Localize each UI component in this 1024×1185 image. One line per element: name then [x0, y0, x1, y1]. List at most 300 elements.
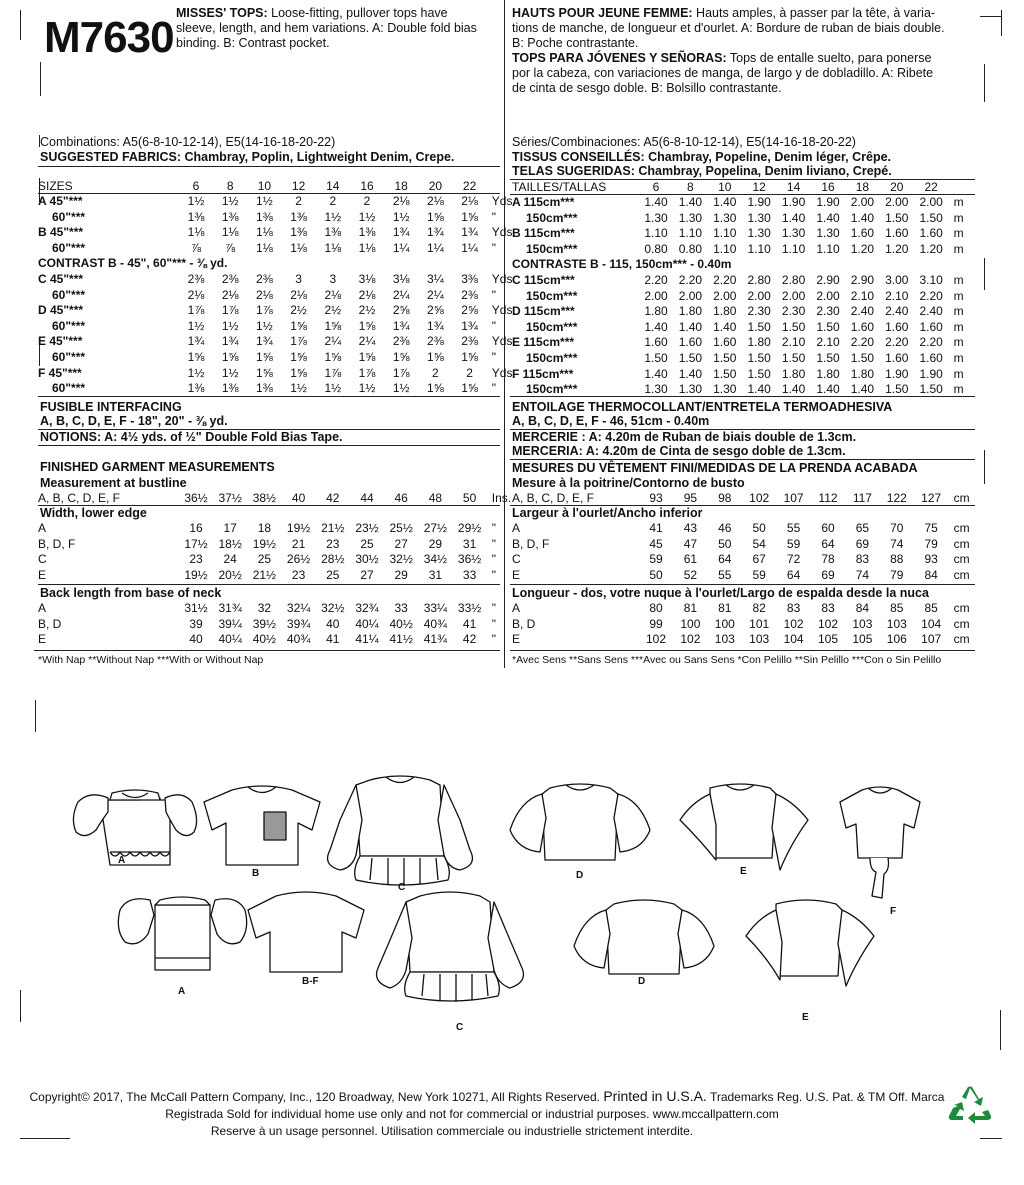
- table-cell: 27: [360, 567, 374, 582]
- copyright-text: Copyright© 2017, The McCall Pattern Company, Inc., 120 Broadway, New York 10271, All Rights Reserved.: [29, 1090, 604, 1104]
- table-cell: 75: [924, 521, 938, 535]
- unit-label: ": [491, 521, 497, 535]
- view-e-back-illustration: [746, 900, 874, 986]
- en-description: [176, 6, 496, 51]
- table-cell: 37½: [218, 491, 242, 505]
- table-cell: 2.80: [747, 273, 771, 287]
- table-cell: 2.00: [713, 288, 737, 303]
- row-label: A: [512, 601, 521, 615]
- table-cell: 1.60: [644, 335, 668, 350]
- unit-label: m: [953, 241, 964, 256]
- table-cell: 1.30: [713, 210, 737, 225]
- table-cell: 103: [714, 632, 735, 647]
- row-label: 150cm***: [526, 210, 578, 225]
- divider: [510, 459, 975, 460]
- en-desc-line: binding. B: Contrast pocket.: [176, 36, 330, 50]
- table-cell: 1.50: [747, 351, 771, 365]
- table-cell: 41¼: [355, 632, 379, 647]
- table-cell: 2¼: [392, 287, 410, 302]
- table-cell: 3⅛: [358, 272, 376, 286]
- unit-label: Yds.: [491, 365, 516, 380]
- table-cell: 34½: [423, 552, 448, 567]
- fr-width-row: [512, 521, 977, 535]
- table-cell: 2⅛: [256, 287, 273, 302]
- table-cell: 33: [394, 601, 408, 615]
- table-cell: 1¼: [392, 240, 410, 255]
- table-cell: 1½: [187, 194, 205, 208]
- fr-interfacing: A, B, C, D, E, F - 46, 51cm - 0.40m: [512, 414, 710, 428]
- es-fabrics: TELAS SUGERIDAS: Chambray, Popelina, Denim liviano, Crepé.: [512, 164, 892, 178]
- table-cell: 2.20: [850, 335, 875, 350]
- divider: [510, 584, 975, 585]
- table-cell: 45: [649, 536, 663, 551]
- en-bustline-title: Measurement at bustline: [40, 476, 187, 490]
- view-c-top-illustration: [328, 776, 473, 886]
- table-cell: 100: [680, 616, 701, 631]
- unit-label: Ins.: [491, 491, 512, 505]
- view-f-top-illustration: [840, 787, 920, 898]
- en-bustline-values: [38, 491, 512, 505]
- unit-label: ": [491, 381, 497, 396]
- table-cell: 19½: [286, 521, 311, 535]
- en-yardage-row: [38, 334, 516, 349]
- en-yardage-row: [38, 241, 500, 255]
- table-cell: 1⅜: [290, 209, 307, 224]
- table-cell: 1⅞: [221, 303, 239, 318]
- es-desc-line: Tops de entalle suelto, para ponerse: [726, 51, 932, 65]
- table-cell: 2.30: [747, 304, 771, 319]
- fr-yardage-row: [512, 242, 977, 256]
- table-cell: 99: [649, 616, 663, 631]
- table-cell: 14: [326, 179, 340, 193]
- table-cell: 112: [818, 491, 838, 505]
- table-cell: 43: [683, 521, 698, 535]
- unit-label: cm: [953, 491, 970, 505]
- table-cell: 2: [295, 194, 302, 208]
- unit-label: m: [953, 273, 964, 287]
- table-cell: 2.00: [678, 288, 703, 303]
- en-back-row: [38, 632, 500, 646]
- table-cell: 95: [683, 491, 698, 505]
- unit-label: m: [953, 382, 964, 397]
- table-cell: 80: [649, 601, 663, 615]
- unit-label: cm: [953, 536, 970, 551]
- usage-text-fr: Reserve à un usage personnel. Utilisation commerciale ou industrielle strictement interdite.: [210, 1124, 694, 1138]
- en-yardage-row: [38, 381, 500, 395]
- table-cell: 1.50: [644, 351, 668, 365]
- table-cell: 41: [326, 632, 340, 647]
- fr-bustline-values: [512, 491, 977, 505]
- table-cell: 2.20: [919, 335, 943, 350]
- fr-yardage-row: [512, 273, 977, 287]
- view-label-d: D: [576, 870, 584, 881]
- en-measurements-title: FINISHED GARMENT MEASUREMENTS: [40, 460, 275, 474]
- row-label: A, B, C, D, E, F: [38, 491, 121, 505]
- table-cell: 1.50: [713, 366, 737, 381]
- table-cell: 1⅞: [358, 365, 376, 380]
- table-cell: 1.60: [850, 226, 875, 241]
- table-cell: 40¼: [218, 632, 242, 647]
- view-label-d-back: D: [638, 976, 646, 987]
- divider: [38, 396, 500, 397]
- table-cell: 1⅝: [221, 350, 239, 364]
- row-label: A: [38, 521, 47, 535]
- table-cell: 1.60: [919, 351, 943, 365]
- unit-label: ": [491, 318, 497, 333]
- table-cell: 1⅝: [461, 381, 478, 396]
- unit-label: m: [953, 366, 964, 381]
- table-cell: 3: [295, 272, 302, 286]
- table-cell: 2.90: [850, 273, 875, 287]
- row-label: F 115cm***: [512, 366, 574, 381]
- en-sizes-row: [38, 179, 500, 193]
- table-cell: 1.80: [644, 304, 668, 319]
- table-cell: 2⅛: [392, 194, 410, 208]
- en-yardage-row: [38, 288, 500, 302]
- table-cell: 1⅛: [187, 225, 205, 240]
- row-label: 150cm***: [526, 288, 578, 303]
- table-cell: 1.30: [644, 382, 668, 397]
- table-cell: 60: [821, 521, 835, 535]
- table-cell: 1.80: [781, 366, 806, 381]
- table-cell: 1½: [221, 194, 239, 208]
- en-yardage-row: [38, 210, 500, 224]
- table-cell: 1.60: [678, 335, 703, 350]
- table-cell: 1.40: [781, 382, 806, 397]
- row-label: B, D, F: [512, 536, 550, 551]
- view-bf-back-illustration: [248, 892, 364, 972]
- fr-back-row: [512, 601, 977, 615]
- table-cell: 20: [428, 179, 443, 193]
- table-cell: 59: [752, 567, 766, 582]
- unit-label: Yds.: [491, 303, 516, 318]
- table-cell: 10: [718, 180, 732, 194]
- divider: [38, 166, 500, 167]
- table-cell: 55: [786, 521, 801, 535]
- en-width-row: [38, 568, 500, 582]
- fr-yardage-row: [512, 195, 977, 209]
- table-cell: 103: [749, 632, 770, 647]
- table-cell: 102: [817, 616, 839, 631]
- table-cell: 29: [394, 567, 408, 582]
- table-cell: 1½: [324, 209, 342, 224]
- table-cell: 67: [752, 552, 766, 567]
- table-cell: 81: [718, 601, 732, 615]
- table-cell: 1.50: [781, 319, 806, 334]
- divider: [38, 584, 500, 585]
- unit-label: ": [491, 616, 497, 631]
- en-notions: NOTIONS: A: 4½ yds. of ½" Double Fold Bias Tape.: [40, 430, 343, 444]
- table-cell: 1.90: [919, 366, 943, 381]
- table-cell: 2⅝: [461, 303, 478, 318]
- row-label: 60"***: [52, 209, 86, 224]
- fr-back-title: Longueur - dos, votre nuque à l'ourlet/Largo de espalda desde la nuca: [512, 586, 929, 600]
- table-cell: 1.40: [713, 195, 737, 209]
- table-cell: 61: [683, 552, 698, 567]
- table-cell: 2⅝: [392, 303, 410, 318]
- table-cell: 1⅝: [290, 365, 307, 380]
- unit-label: ": [491, 601, 497, 615]
- fr-notions: MERCERIE : A: 4.20m de Ruban de biais double de 1.3cm.: [512, 430, 857, 444]
- table-cell: 1.50: [885, 382, 909, 397]
- row-label: 60"***: [52, 240, 86, 255]
- en-desc-line: Loose-fitting, pullover tops have: [267, 6, 448, 20]
- fr-interfacing-title: ENTOILAGE THERMOCOLLANT/ENTRETELA TERMOADHESIVA: [512, 400, 893, 414]
- table-cell: 40½: [252, 632, 277, 647]
- table-cell: 85: [890, 601, 904, 615]
- table-cell: 14: [786, 180, 801, 194]
- en-footnote: *With Nap **Without Nap ***With or Without Nap: [38, 654, 264, 666]
- fr-yardage-row: [512, 289, 977, 303]
- table-cell: 36½: [457, 552, 482, 567]
- table-cell: 1½: [392, 381, 410, 396]
- table-cell: 1⅝: [461, 350, 478, 364]
- table-cell: 122: [886, 491, 907, 505]
- view-a-top-illustration: [73, 790, 196, 865]
- table-cell: 93: [924, 552, 938, 567]
- table-cell: 1.50: [678, 351, 703, 365]
- trademark-text: Trademarks Reg. U.S. Pat. & TM Off. Marca: [706, 1090, 945, 1104]
- table-cell: 1¾: [392, 225, 410, 240]
- table-cell: 1.50: [885, 210, 909, 225]
- table-cell: 1⅜: [187, 381, 205, 396]
- unit-label: cm: [953, 616, 970, 631]
- table-cell: 31: [428, 567, 443, 582]
- table-cell: 1⅝: [290, 318, 307, 333]
- view-label-e-back: E: [802, 1012, 809, 1023]
- table-cell: 2.20: [644, 273, 668, 287]
- table-cell: 1½: [187, 365, 205, 380]
- table-cell: 2⅛: [221, 287, 239, 302]
- table-cell: 1½: [221, 365, 239, 380]
- table-cell: 52: [683, 567, 698, 582]
- table-cell: 72: [786, 552, 801, 567]
- row-label: 60"***: [52, 350, 86, 364]
- row-label: CONTRAST B - 45", 60"*** - ⅜ yd.: [38, 256, 228, 271]
- es-notions: MERCERIA: A: 4.20m de Cinta de sesgo doble de 1.3cm.: [512, 444, 846, 458]
- table-cell: 23½: [355, 521, 379, 535]
- table-cell: 102: [749, 491, 770, 505]
- table-cell: 2⅛: [461, 194, 478, 208]
- table-cell: 2⅛: [290, 287, 307, 302]
- table-cell: 1⅝: [427, 381, 444, 396]
- table-cell: 1¾: [221, 334, 239, 349]
- table-cell: 2⅜: [187, 272, 205, 286]
- row-label: A, B, C, D, E, F: [512, 491, 595, 505]
- row-label: E: [512, 567, 521, 582]
- es-desc-line: de cinta de sesgo doble. B: Bolsillo contrastante.: [512, 81, 782, 95]
- table-cell: 2: [329, 194, 337, 208]
- table-cell: 2: [466, 365, 473, 380]
- table-cell: 1.40: [644, 366, 668, 381]
- table-cell: 42: [326, 491, 340, 505]
- table-cell: 2⅜: [461, 287, 478, 302]
- table-cell: 1⅛: [256, 240, 273, 255]
- table-cell: 2: [432, 365, 439, 380]
- table-cell: 69: [855, 536, 870, 551]
- fr-desc-line: B: Poche contrastante.: [512, 36, 639, 50]
- table-cell: 2¼: [358, 334, 376, 349]
- table-cell: 1⅜: [256, 381, 273, 396]
- table-cell: 107: [921, 632, 942, 647]
- row-label: C 115cm***: [512, 273, 575, 287]
- table-cell: 1⅝: [256, 365, 273, 380]
- view-e-top-illustration: [680, 784, 808, 870]
- table-cell: 6: [192, 179, 200, 193]
- en-title: MISSES' TOPS:: [176, 6, 268, 20]
- table-cell: 1⅝: [461, 209, 478, 224]
- en-width-row: [38, 537, 500, 551]
- row-label: A 45"***: [38, 194, 83, 208]
- fr-back-row: [512, 632, 977, 646]
- unit-label: m: [953, 319, 964, 334]
- en-yardage-row: [38, 194, 516, 208]
- table-cell: 1½: [392, 209, 410, 224]
- table-cell: 22: [462, 179, 477, 193]
- table-cell: 64: [821, 536, 835, 551]
- table-cell: 25: [326, 567, 340, 582]
- row-label: 150cm***: [526, 241, 578, 256]
- table-cell: 25: [360, 536, 374, 551]
- table-cell: 1½: [256, 194, 273, 208]
- table-cell: 1.90: [885, 366, 909, 381]
- table-cell: 1.10: [678, 226, 703, 241]
- table-cell: 1.30: [816, 226, 840, 241]
- table-cell: 16: [821, 180, 835, 194]
- en-yardage-row: [38, 365, 516, 380]
- table-cell: 1⅝: [324, 318, 342, 333]
- table-cell: 2¼: [324, 334, 342, 349]
- table-cell: 41¾: [423, 632, 448, 647]
- footer: [0, 1088, 1024, 1140]
- table-cell: 50: [649, 567, 663, 582]
- row-label: SIZES: [38, 179, 73, 193]
- table-cell: 40: [326, 616, 340, 631]
- table-cell: 2⅜: [221, 272, 239, 286]
- unit-label: ": [491, 536, 497, 551]
- table-cell: 24: [223, 552, 237, 567]
- table-cell: 59: [786, 536, 801, 551]
- table-cell: 1⅝: [290, 350, 307, 364]
- table-cell: 101: [749, 616, 770, 631]
- table-cell: 16: [360, 179, 374, 193]
- table-cell: 2.00: [850, 195, 875, 209]
- divider: [34, 650, 500, 651]
- table-cell: 2⅛: [187, 287, 205, 302]
- table-cell: 21½: [252, 567, 277, 582]
- view-label-c: C: [398, 882, 406, 893]
- table-cell: 32½: [389, 552, 413, 567]
- table-cell: 70: [890, 521, 904, 535]
- view-label-a: A: [118, 855, 126, 866]
- table-cell: 1.30: [678, 210, 703, 225]
- table-cell: 1⅛: [290, 240, 307, 255]
- table-cell: 1⅜: [290, 225, 307, 240]
- table-cell: 2⅛: [324, 287, 342, 302]
- table-cell: 1.50: [747, 366, 771, 381]
- table-cell: 3: [329, 272, 337, 286]
- unit-label: cm: [953, 567, 970, 582]
- table-cell: 1.90: [781, 195, 806, 209]
- table-cell: 1¾: [392, 318, 410, 333]
- fr-yardage-row: [512, 382, 977, 396]
- table-cell: 40¾: [286, 632, 311, 647]
- es-desc-line: por la cabeza, con variaciones de manga, de largo y de dobladillo. A: Ribete: [512, 66, 934, 80]
- table-cell: 1⅞: [324, 365, 342, 380]
- table-cell: 1.30: [713, 382, 737, 397]
- table-cell: 1.60: [885, 351, 909, 365]
- divider: [38, 445, 500, 446]
- table-cell: 98: [718, 491, 732, 505]
- row-label: E: [512, 632, 521, 647]
- table-cell: 102: [645, 632, 667, 647]
- row-label: CONTRASTE B - 115, 150cm*** - 0.40m: [512, 257, 732, 272]
- fr-back-row: [512, 617, 977, 631]
- table-cell: 12: [752, 180, 766, 194]
- table-cell: 69: [821, 567, 835, 582]
- table-cell: 30½: [355, 552, 379, 567]
- table-cell: 93: [649, 491, 663, 505]
- table-cell: 85: [924, 601, 938, 615]
- unit-label: cm: [953, 521, 970, 535]
- unit-label: ": [491, 552, 497, 567]
- table-cell: 50: [462, 491, 477, 505]
- table-cell: 54: [752, 536, 766, 551]
- table-cell: 8: [226, 179, 234, 193]
- fr-yardage-row: [512, 335, 977, 349]
- row-label: B 115cm***: [512, 226, 575, 241]
- table-cell: 2.10: [885, 288, 909, 303]
- unit-label: m: [953, 288, 964, 303]
- table-cell: 2⅛: [358, 287, 376, 302]
- frame-mark: [980, 16, 1002, 17]
- table-cell: 26½: [286, 552, 311, 567]
- table-cell: 25: [257, 552, 272, 567]
- fr-bustline-title: Mesure à la poitrine/Contorno de busto: [512, 476, 745, 490]
- table-cell: 1⅜: [187, 209, 205, 224]
- table-cell: 104: [921, 616, 942, 631]
- table-cell: 50: [718, 536, 732, 551]
- table-cell: 103: [852, 616, 873, 631]
- table-cell: 2.00: [644, 288, 668, 303]
- table-cell: 33: [462, 567, 477, 582]
- unit-label: cm: [953, 601, 970, 615]
- table-cell: 102: [783, 616, 804, 631]
- es-title: TOPS PARA JÓVENES Y SEÑORAS:: [512, 51, 727, 65]
- row-label: F 45"***: [38, 365, 82, 380]
- table-cell: 1⅜: [256, 209, 273, 224]
- row-label: 60"***: [52, 318, 86, 333]
- en-desc-line: sleeve, length, and hem variations. A: Double fold bias: [176, 21, 477, 35]
- table-cell: 1.40: [644, 195, 668, 209]
- en-interfacing: A, B, C, D, E, F - 18", 20" - ⅜ yd.: [40, 414, 228, 428]
- view-label-bf-back: B-F: [302, 976, 319, 987]
- row-label: C 45"***: [38, 272, 84, 286]
- fr-width-title: Largeur à l'ourlet/Ancho inferior: [512, 506, 703, 520]
- table-cell: 41: [649, 521, 663, 535]
- table-cell: 103: [886, 616, 907, 631]
- table-cell: 1.60: [919, 319, 943, 334]
- table-cell: 17½: [184, 536, 208, 551]
- pattern-number: M7630: [44, 13, 174, 62]
- table-cell: 50: [752, 521, 766, 535]
- table-cell: 2.10: [850, 288, 875, 303]
- row-label: TAILLES/TALLAS: [512, 180, 607, 194]
- row-label: E: [38, 567, 47, 582]
- table-cell: 2⅜: [392, 334, 410, 349]
- row-label: B 45"***: [38, 225, 84, 240]
- unit-label: ": [491, 632, 497, 647]
